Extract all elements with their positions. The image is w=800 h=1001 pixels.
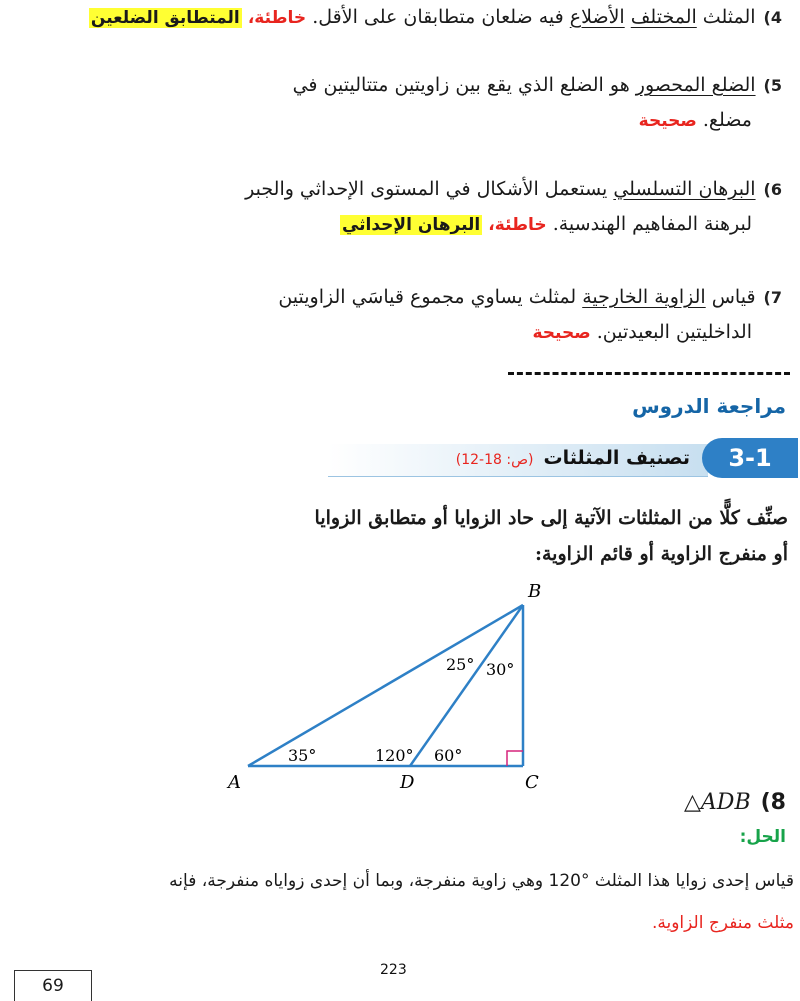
question-text: فيه ضلعان متطابقان على الأقل. bbox=[312, 6, 570, 28]
correction-highlight: البرهان الإحداثي bbox=[341, 215, 481, 235]
angle-label-120: 120° bbox=[375, 746, 414, 765]
question-number: 4) bbox=[763, 8, 782, 27]
question-number: (8 bbox=[760, 790, 786, 815]
angle-label-35: 35° bbox=[288, 746, 317, 765]
segment-BD bbox=[410, 605, 523, 766]
lesson-pages: (ص: 18-12) bbox=[455, 452, 534, 468]
underlined-term: الأضلاع bbox=[569, 6, 625, 28]
question-number: 5) bbox=[763, 76, 782, 95]
verdict-true: صحيحة bbox=[638, 111, 697, 131]
instruction: صنِّف كلًّا من المثلثات الآتية إلى حاد الزوايا أو متطابق الزوايا أو منفرج الزاوية أو قائم الزاوية: bbox=[314, 507, 788, 565]
question-5 bbox=[202, 68, 782, 138]
verdict-false: خاطئة، bbox=[488, 215, 547, 235]
page-number: 223 bbox=[380, 962, 407, 978]
question-text: قياس bbox=[705, 286, 756, 308]
question-text: الداخليتين البعيدتين. bbox=[596, 321, 752, 343]
underlined-term: البرهان التسلسلي bbox=[613, 178, 756, 200]
point-label-C: C bbox=[525, 772, 539, 793]
question-text: مضلع. bbox=[702, 109, 752, 131]
question-text: يستعمل الأشكال في المستوى الإحداثي والجبر bbox=[245, 178, 614, 200]
underlined-term: المختلف bbox=[630, 6, 697, 28]
solution-text: قياس إحدى زوايا هذا المثلث °120 وهي زاوية منفرجة، وبما أن إحدى زواياه منفرجة، فإنه مثلث منفرج الزاوية. bbox=[169, 871, 794, 933]
angle-label-30: 30° bbox=[486, 660, 515, 679]
underlined-term: الزاوية الخارجية bbox=[582, 286, 706, 308]
question-7 bbox=[182, 280, 782, 350]
question-6 bbox=[182, 172, 782, 242]
segment-AB bbox=[248, 605, 523, 766]
triangle-figure bbox=[200, 575, 580, 800]
question-number: 7) bbox=[763, 288, 782, 307]
question-text: لبرهنة المفاهيم الهندسية. bbox=[552, 213, 752, 235]
dashed-divider bbox=[508, 372, 790, 375]
angle-label-60: 60° bbox=[434, 746, 463, 765]
underlined-term: الضلع المحصور bbox=[635, 74, 756, 96]
point-label-A: A bbox=[228, 772, 241, 793]
correction-highlight: المتطابق الضلعين bbox=[90, 8, 240, 28]
review-title: مراجعة الدروس bbox=[632, 394, 786, 418]
page-box-number: 69 bbox=[14, 970, 92, 1001]
right-angle-mark bbox=[507, 751, 523, 766]
question-4 bbox=[89, 0, 782, 35]
question-text: هو الضلع الذي يقع بين زاويتين متتاليتين في bbox=[292, 74, 636, 96]
question-text: لمثلث يساوي مجموع قياسَي الزاويتين bbox=[278, 286, 583, 308]
question-number: 6) bbox=[763, 180, 782, 199]
triangle-name: △ADB bbox=[684, 790, 751, 815]
solution-label: الحل: bbox=[739, 827, 786, 847]
angle-label-25: 25° bbox=[446, 655, 475, 674]
lesson-number: 3-1 bbox=[702, 438, 798, 478]
verdict-false: خاطئة، bbox=[247, 8, 307, 28]
verdict-true: صحيحة bbox=[532, 323, 591, 343]
point-label-B: B bbox=[528, 581, 542, 602]
point-label-D: D bbox=[400, 772, 415, 793]
question-8 bbox=[684, 790, 786, 815]
lesson-title: تصنيف المثلثات(ص: 18-12) bbox=[455, 447, 690, 469]
question-text: المثلث bbox=[696, 6, 756, 28]
